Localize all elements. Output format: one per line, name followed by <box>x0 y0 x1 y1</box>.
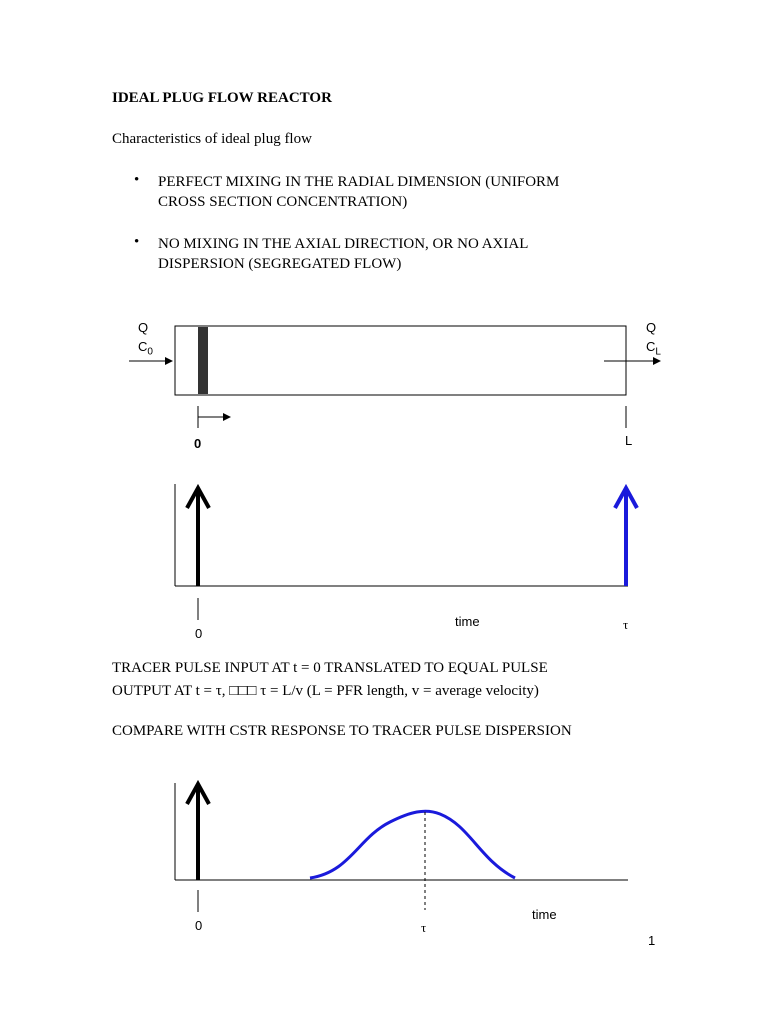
paragraph-line: TRACER PULSE INPUT AT t = 0 TRANSLATED TO EQUAL PULSE <box>112 660 548 676</box>
bullet-line: PERFECT MIXING IN THE RADIAL DIMENSION (UNIFORM <box>158 174 560 190</box>
page-title: IDEAL PLUG FLOW REACTOR <box>112 90 332 106</box>
tau-label: τ <box>421 920 427 935</box>
time-zero-label: 0 <box>195 626 203 641</box>
input-pulse-arrow <box>187 784 209 880</box>
inlet-c: C <box>138 339 148 354</box>
bullet-dot-icon: • <box>134 172 140 188</box>
outlet-c-sub: L <box>655 346 661 358</box>
section-subtitle: Characteristics of ideal plug flow <box>112 131 312 147</box>
time-axis-label: time <box>532 907 557 922</box>
paragraph-line: COMPARE WITH CSTR RESPONSE TO TRACER PULSE DISPERSION <box>112 723 572 739</box>
bullet-dot-icon: • <box>134 234 140 250</box>
position-length-label: L <box>625 433 633 448</box>
bullet-line: CROSS SECTION CONCENTRATION) <box>158 194 408 210</box>
bullet-line: DISPERSION (SEGREGATED FLOW) <box>158 256 402 272</box>
inlet-flow-label: Q <box>138 320 149 335</box>
page-number: 1 <box>648 933 656 948</box>
paragraph-line: OUTPUT AT t = τ, □□□ τ = L/v (L = PFR length, v = average velocity) <box>112 683 539 699</box>
time-axis-label: time <box>455 614 480 629</box>
outlet-flow-label: Q <box>646 320 657 335</box>
time-zero-label: 0 <box>195 918 203 933</box>
tau-label: τ <box>623 617 629 632</box>
response-curve <box>310 811 515 878</box>
inlet-c-sub: 0 <box>147 346 153 358</box>
position-zero-label: 0 <box>194 436 202 451</box>
outlet-c: C <box>646 339 656 354</box>
bullet-line: NO MIXING IN THE AXIAL DIRECTION, OR NO AXIAL <box>158 236 529 252</box>
